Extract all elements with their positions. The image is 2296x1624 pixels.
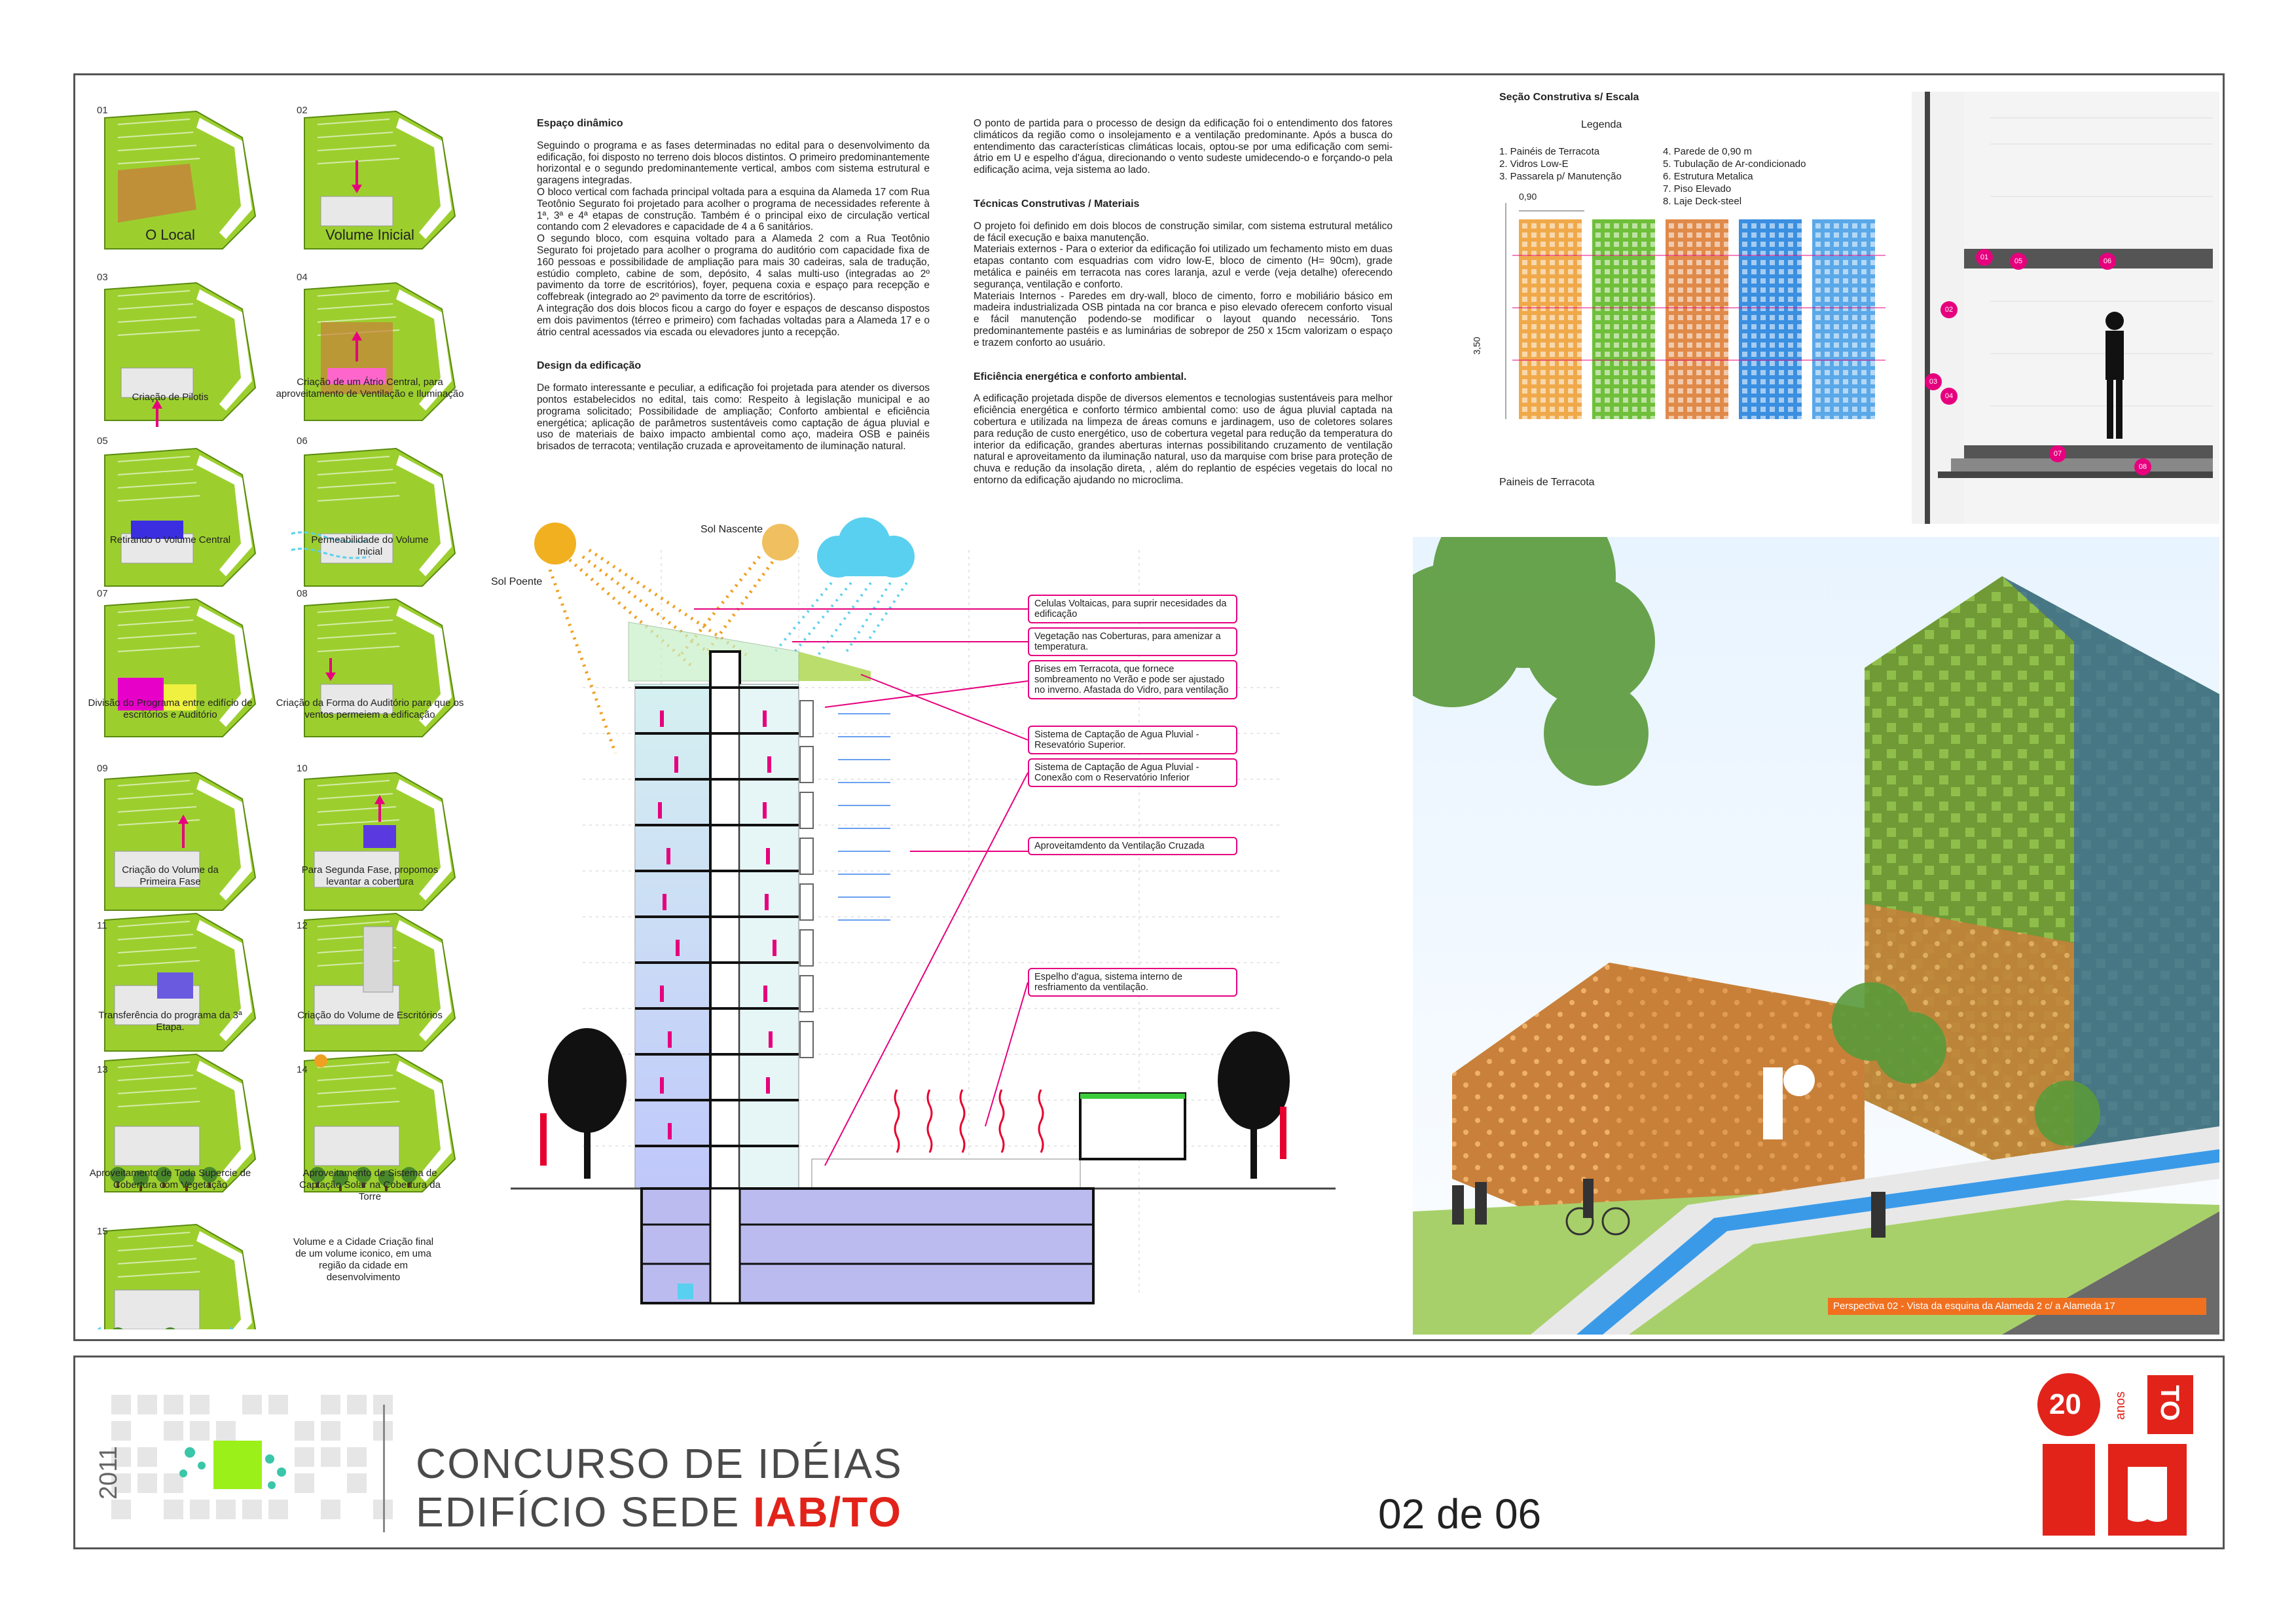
legend-item: 3. Passarela p/ Manutenção	[1499, 171, 1622, 182]
decor-tile	[347, 1473, 367, 1493]
step-caption: Aproveitamento de Sistema de Captação Solar na Cobertura da Torre	[299, 1168, 441, 1202]
panels-caption: Paineis de Terracota	[1499, 477, 1595, 488]
terracota-panel-perforation	[1519, 219, 1582, 419]
step-diagram-15	[92, 1225, 255, 1329]
step-number: 14	[297, 1064, 308, 1075]
decor-tile	[111, 1500, 131, 1519]
decor-tile	[137, 1395, 157, 1414]
decor-tile	[216, 1421, 236, 1441]
step-number: 10	[297, 763, 308, 774]
step-caption: Volume Inicial	[325, 227, 414, 243]
legend-item: 2. Vidros Low-E	[1499, 158, 1569, 170]
step-caption: Criação de um Átrio Central, para aproveitamento de Ventilação e Iluminação	[276, 377, 464, 399]
detail-label: 08	[2134, 458, 2151, 475]
detail-label: 07	[2049, 445, 2066, 462]
footer-title-accent: IAB/TO	[753, 1488, 902, 1536]
footer-title-prefix: EDIFÍCIO SEDE	[416, 1488, 754, 1536]
heading-eficiencia: Eficiência energética e conforto ambiental.	[974, 371, 1187, 382]
decor-tile	[295, 1447, 314, 1467]
decor-tile	[190, 1500, 210, 1519]
decor-tile	[216, 1500, 236, 1519]
terracota-panel-perforation	[1666, 219, 1728, 419]
detail-label: 04	[1941, 388, 1958, 405]
paragraph: A integração dos dois blocos ficou a cargo do foyer e espaços de descanso dispostos em dois pavimentos (térreo e primeiro) com fachadas voltadas para a Alameda 17 e o átrio central acessados via escada ou elevadores junto a recepção.	[537, 303, 930, 338]
label-sol-nascente: Sol Nascente	[701, 524, 763, 535]
iab-logo	[2023, 1369, 2200, 1539]
render-caption: Perspectiva 02 - Vista da esquina da Alameda 2 c/ a Alameda 17	[1828, 1298, 2206, 1315]
step-caption: Permeabilidade do Volume Inicial	[311, 534, 429, 557]
decor-tile	[137, 1473, 157, 1493]
terracota-panel-perforation	[1812, 219, 1875, 419]
decor-tile	[190, 1395, 210, 1414]
terracota-panel-perforation	[1739, 219, 1802, 419]
decor-tile	[321, 1447, 340, 1467]
detail-drawing	[1912, 92, 2219, 524]
callout-brises: Brises em Terracota, que fornece sombreamento no Verão e pode ser ajustado no inverno. Afastada do Vidro, para ventilação	[1028, 660, 1237, 699]
step-number: 02	[297, 105, 308, 116]
cloud-icon	[817, 517, 915, 578]
legend-item: 5. Tubulação de Ar-condicionado	[1663, 158, 1806, 170]
legend-item: 1. Painéis de Terracota	[1499, 146, 1600, 157]
detail-label: 01	[1976, 249, 1993, 266]
callout-ventilacao: Aproveitamdento da Ventilação Cruzada	[1028, 837, 1237, 855]
step-caption: O Local	[145, 227, 195, 243]
decor-tile	[295, 1473, 314, 1493]
step-caption: Retirando o Volume Central	[109, 534, 231, 545]
heading-design: Design da edificação	[537, 360, 642, 372]
legend-item: 6. Estrutura Metalica	[1663, 171, 1753, 182]
step-diagram-10	[304, 773, 455, 910]
step-caption: Aproveitamento de Toda Supercie de Cobertura com Vegetação	[89, 1168, 251, 1190]
step-diagram-12	[304, 913, 455, 1051]
text-column-2	[974, 118, 1393, 487]
decor-tile	[137, 1447, 157, 1467]
paragraph: O projeto foi definido em dois blocos de construção similar, com sistema estrutural metálico de fácil execução e baixa manutenção.	[974, 220, 1393, 244]
render-perspective	[1413, 537, 2219, 1335]
logo-20: 20	[2049, 1388, 2081, 1420]
secao-title: Seção Construtiva s/ Escala	[1499, 92, 1639, 103]
decor-tile	[268, 1500, 288, 1519]
step-number: 11	[97, 920, 107, 931]
step-diagram-05	[105, 449, 255, 586]
page-number: 02 de 06	[1378, 1490, 1542, 1538]
paragraph: O ponto de partida para o processo de design da edificação foi o entendimento dos fatores climáticos da região como o insolejamento e a ventilação predominante. Após a busca do entendimento das características climáticas locais, optou-se por uma edificação com semi-átrio em U e espelho d'água, direcionando o vento sudeste umidecendo-o e forçando-o pela edificação acima, veja sistema ao lado.	[974, 118, 1393, 176]
step-diagram-09	[105, 773, 255, 910]
step-caption: Para Segunda Fase, propomos levantar a cobertura	[301, 864, 439, 887]
section-drawing	[484, 511, 1401, 1323]
dimension-height: 3,50	[1471, 337, 1482, 355]
heading-tecnicas: Técnicas Construtivas / Materiais	[974, 198, 1140, 210]
decor-tile	[164, 1421, 183, 1441]
decor-tile	[242, 1500, 262, 1519]
step-caption: Transferência do programa da 3ª Etapa.	[98, 1010, 242, 1033]
paragraph: O bloco vertical com fachada principal voltada para a esquina da Alameda 17 com Rua Teotônio Segurato foi projetado para acolher o programa de necessidades referente à 1ª, 3ª e 4ª etapas de construção. Também é o principal eixo de circulação vertical contando com 2 elevadores e capacidade de 4 a 6 sanitários.	[537, 186, 930, 233]
terracota-panels	[1493, 203, 1899, 439]
step-number: 06	[297, 435, 308, 447]
step-number: 15	[97, 1226, 108, 1237]
step-caption: Criação de Pilotis	[132, 392, 209, 403]
building-section	[484, 511, 1401, 1323]
terracota-panel-perforation	[1592, 219, 1655, 419]
step-caption: Divisão do Programa entre edifício de escritórios e Auditório	[88, 697, 253, 720]
detail-label: 02	[1941, 301, 1958, 318]
step-number: 01	[97, 105, 108, 116]
text-column-1	[537, 118, 930, 452]
decor-tile	[111, 1421, 131, 1441]
callout-espelho: Espelho d'agua, sistema interno de resfriamento da ventilação.	[1028, 968, 1237, 997]
legend-item: 8. Laje Deck-steel	[1663, 196, 1742, 207]
sun-nascente-icon	[762, 524, 799, 561]
dimension-width: 0,90	[1519, 191, 1537, 202]
footer-year: 2011	[95, 1446, 122, 1500]
step-number: 12	[297, 920, 308, 931]
decor-tile	[321, 1395, 340, 1414]
step-caption: Criação do Volume da Primeira Fase	[122, 864, 219, 887]
sun-poente-icon	[534, 523, 576, 564]
decor-tile	[321, 1500, 340, 1519]
decor-tile	[164, 1473, 183, 1493]
step-diagram-03	[105, 283, 255, 427]
paragraph: O segundo bloco, com esquina voltado para a Alameda 2 com a Rua Teotônio Segurato foi projetado para acolher o programa do auditório com capacidade fixa de 160 pessoas e possibilidade de ampliação para mais 30 cadeiras, sala de tradução, estúdio completo, cabine de som, depósito, 4 salas multi-uso (integradas ao 2º pavimento da torre de escritórios), foyer, pequena coxia e espaço para recepção e coffebreak (integrado ao 2º pavimento da torre de escritórios).	[537, 233, 930, 303]
decor-tile	[268, 1395, 288, 1414]
render-image	[1413, 537, 2219, 1335]
step-number: 08	[297, 588, 308, 599]
heading-espaco-dinamico: Espaço dinâmico	[537, 118, 623, 129]
logo-to: TO	[2155, 1385, 2184, 1421]
detail-label: 03	[1925, 373, 1942, 390]
step-caption: Criação do Volume de Escritórios	[297, 1010, 443, 1021]
footer-title-line2	[416, 1488, 902, 1536]
footer-decoration	[105, 1369, 419, 1526]
detail-label: 05	[2010, 253, 2027, 270]
callout-captacao-superior: Sistema de Captação de Agua Pluvial - Resevatório Superior.	[1028, 726, 1237, 754]
decor-tile	[164, 1500, 183, 1519]
legend-right	[1663, 145, 1806, 208]
decor-tile	[190, 1421, 210, 1441]
callout-vegetacao: Vegetação nas Coberturas, para amenizar a temperatura.	[1028, 627, 1237, 656]
paragraph: De formato interessante e peculiar, a edificação foi projetada para atender os diversos pontos estabelecidos no edital, tais como: Respeito à legislação municipal e ao programa solicitado; Possibilidade de ampliação; Conforto ambiental e eficiência energética; aplicação de parâmetros sustentáveis como captação de água pluvial e uso de materiais de baixo impacto ambiental como aço, madeira OSB e painéis brisados de terracota; ventilação cruzada e aproveitamento de iluminação natural.	[537, 382, 930, 452]
detail-label: 06	[2099, 253, 2116, 270]
step-number: 07	[97, 588, 108, 599]
step-number: 03	[97, 272, 108, 283]
decor-tile	[295, 1421, 314, 1441]
paragraph: A edificação projetada dispõe de diversos elementos e tecnologias sustentáveis para melhor eficiência energética e conforto térmico ambiental como: uso de água pluvial captada na cobertura e utilizada na limpeza de áreas comuns e jardinagem, uso de coletores solares para redução de custo energético, uso de cobertura vegetal para redução da temperatura do interior da edificação, grandes aberturas internas possibilitando cruzamento de ventilação natural e aproveitamento da iluminação natural, uso da marquise com brise para proteção de chuva e redução da insolação direta, , além do replantio de espécies vegetais do local no entorno da edificação ajudando no microclima.	[974, 393, 1393, 486]
logo-anos: anos	[2113, 1391, 2128, 1420]
tree-left-icon	[548, 1028, 627, 1179]
decor-tile	[242, 1395, 262, 1414]
label-sol-poente: Sol Poente	[491, 576, 543, 587]
decor-tile	[164, 1395, 183, 1414]
step-number: 13	[97, 1064, 108, 1075]
footer-divider	[383, 1405, 385, 1532]
step-caption: Criação da Forma do Auditório para que os ventos permeiem a edificação	[276, 697, 464, 720]
step-number: 04	[297, 272, 308, 283]
decor-tile	[111, 1395, 131, 1414]
decor-tile	[321, 1421, 340, 1441]
tree-right-icon	[1218, 1031, 1290, 1179]
detail-section	[1912, 92, 2219, 524]
callout-captacao-inferior: Sistema de Captação de Agua Pluvial - Conexão com o Reservatório Inferior	[1028, 758, 1237, 787]
callout-celulas: Celulas Voltaicas, para suprir necesidades da edificação	[1028, 595, 1237, 623]
secao-construtiva	[1467, 92, 1912, 511]
footer-title-line1: CONCURSO DE IDÉIAS	[416, 1440, 903, 1487]
legend-title: Legenda	[1581, 119, 1622, 130]
step-number: 09	[97, 763, 108, 774]
decor-tile	[347, 1447, 367, 1467]
legend-left	[1499, 145, 1622, 183]
paragraph: Materiais Internos - Paredes em dry-wall, bloco de cimento, forro e mobiliário básico em madeira industrializada OSB pintada na cor branca e piso elevado oferecem conforto visual e fácil manutenção podendo-se modificar o layout quando necessário. Tons predominantemente pastéis e as luminárias de sobrepor de 250 x 15cm valorizam o espaço e trazem conforto ao usuário.	[974, 290, 1393, 348]
step-number: 05	[97, 435, 108, 447]
paragraph: Seguindo o programa e as fases determinadas no edital para o desenvolvimento da edificação, foi disposto no terreno dois blocos distintos. O primeiro predominantemente horizontal e o segundo predominantemente vertical, ambos com sistema estrutural e garagens integradas.	[537, 139, 930, 187]
paragraph: Materiais externos - Para o exterior da edificação foi utilizado um fechamento misto em duas etapas contanto com esquadrias com vidro low-E, bloco de cimento (H= 90cm), grade metálica e painéis em terracota nas cores laranja, azul e verde (veja detalhe) oferecendo segurança, ventilação e conforto.	[974, 244, 1393, 290]
legend-item: 7. Piso Elevado	[1663, 183, 1732, 194]
step-diagram-06	[291, 449, 455, 586]
step-caption: Volume e a Cidade Criação final de um volume iconico, em uma região da cidade em desenvolvimento	[293, 1236, 434, 1283]
decor-tile	[347, 1395, 367, 1414]
steps-column	[88, 98, 498, 1329]
legend-item: 4. Parede de 0,90 m	[1663, 146, 1752, 157]
